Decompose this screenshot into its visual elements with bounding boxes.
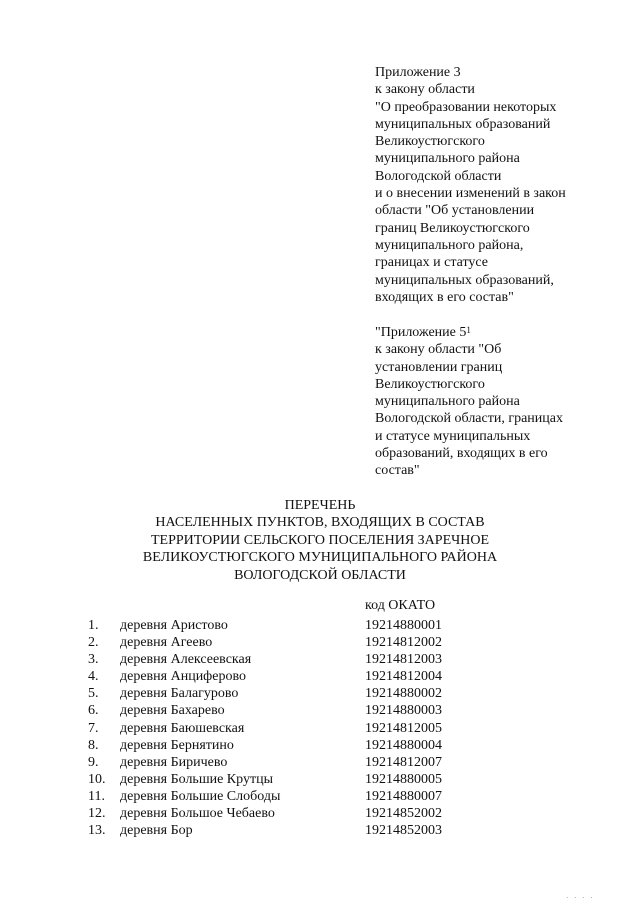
settlement-name: деревня Бернятино xyxy=(120,737,234,753)
appendix2-line: установлении границ xyxy=(375,359,503,375)
table-row xyxy=(88,788,485,805)
appendix2-prefix: "Приложение 5 xyxy=(375,325,467,340)
appendix2-line: Великоустюгского xyxy=(375,376,485,392)
row-number: 12. xyxy=(88,806,106,822)
settlement-name: деревня Балагурово xyxy=(120,686,239,702)
row-number: 1. xyxy=(88,618,99,633)
row-number: 13. xyxy=(88,823,106,839)
settlement-name: деревня Анциферово xyxy=(120,669,246,685)
settlements-table xyxy=(88,617,485,839)
row-number: 2. xyxy=(88,635,99,651)
okato-code: 19214880001 xyxy=(365,618,442,633)
appendix2-superscript: 1 xyxy=(466,325,471,335)
appendix2-first-line xyxy=(375,324,625,341)
settlement-name: деревня Бор xyxy=(120,823,193,839)
okato-code: 19214812004 xyxy=(365,669,442,685)
appendix-line: муниципальных образований, xyxy=(375,272,554,288)
title-line: ПЕРЕЧЕНЬ xyxy=(284,498,356,513)
table-row xyxy=(88,737,485,754)
table-row xyxy=(88,651,485,668)
row-number: 5. xyxy=(88,686,99,702)
okato-code: 19214812003 xyxy=(365,652,442,668)
appendix2-line: к закону области "Об xyxy=(375,342,502,358)
row-number: 6. xyxy=(88,703,99,719)
row-number: 3. xyxy=(88,652,99,668)
appendix2-line: и статусе муниципальных xyxy=(375,428,531,444)
appendix-line: границ Великоустюгского xyxy=(375,220,530,236)
appendix-line: входящих в его состав" xyxy=(375,289,514,305)
row-number: 8. xyxy=(88,737,99,753)
table-row xyxy=(88,720,485,737)
settlement-name: деревня Баюшевская xyxy=(120,720,245,736)
table-row xyxy=(88,822,485,839)
appendix-line: области "Об установлении xyxy=(375,203,535,219)
settlement-name: деревня Большие Крутцы xyxy=(120,771,273,787)
table-row xyxy=(88,702,485,719)
appendix2-line: состав" xyxy=(375,463,420,479)
row-number: 4. xyxy=(88,669,99,685)
appendix-line: границах и статусе xyxy=(375,255,489,271)
settlement-name: деревня Большое Чебаево xyxy=(120,806,275,822)
okato-code: 19214812002 xyxy=(365,635,442,651)
appendix-line: муниципальных образований xyxy=(375,116,551,132)
table-row xyxy=(88,685,485,702)
table-row xyxy=(88,668,485,685)
row-number: 7. xyxy=(88,720,99,736)
appendix-line: и о внесении изменений в закон xyxy=(375,186,566,202)
row-number: 11. xyxy=(88,788,105,804)
okato-code: 19214880003 xyxy=(365,703,442,719)
okato-code: 19214880004 xyxy=(365,737,442,753)
row-number: 10. xyxy=(88,771,106,787)
okato-column-header: код ОКАТО xyxy=(365,598,436,613)
table-row xyxy=(88,754,485,771)
title-line: ВОЛОГОДСКОЙ ОБЛАСТИ xyxy=(234,567,406,583)
appendix2-line: образований, входящих в его xyxy=(375,446,548,462)
appendix-line: к закону области xyxy=(375,82,475,98)
settlement-name: деревня Агеево xyxy=(120,635,213,651)
appendix-5-1-header xyxy=(375,324,625,480)
table-row xyxy=(88,634,485,651)
appendix-line: муниципального района xyxy=(375,151,520,167)
settlement-name: деревня Алексеевская xyxy=(120,652,252,668)
settlement-name: деревня Бахарево xyxy=(120,703,225,719)
row-number: 9. xyxy=(88,754,99,770)
okato-code: 19214880007 xyxy=(365,788,442,804)
okato-code: 19214880005 xyxy=(365,771,442,787)
appendix-line: Приложение 3 xyxy=(375,65,461,80)
table-row xyxy=(88,805,485,822)
okato-code: 19214852002 xyxy=(365,806,442,822)
table-row xyxy=(88,617,485,634)
okato-code: 19214880002 xyxy=(365,686,442,702)
appendix-3-header xyxy=(375,64,625,306)
settlement-name: деревня Большие Слободы xyxy=(120,788,281,804)
okato-code: 19214852003 xyxy=(365,823,442,839)
okato-code: 19214812005 xyxy=(365,720,442,736)
appendix-line: Великоустюгского xyxy=(375,134,485,150)
table-row xyxy=(88,771,485,788)
appendix-line: муниципального района, xyxy=(375,237,524,253)
settlement-name: деревня Биричево xyxy=(120,754,228,770)
scan-artifact: · · · · xyxy=(566,894,595,902)
appendix2-line: муниципального района xyxy=(375,394,520,410)
title-line: ТЕРРИТОРИИ СЕЛЬСКОГО ПОСЕЛЕНИЯ ЗАРЕЧНОЕ xyxy=(151,532,489,548)
okato-code: 19214812007 xyxy=(365,754,442,770)
appendix2-line: Вологодской области, границах xyxy=(375,411,563,427)
document-title xyxy=(100,497,540,584)
settlement-name: деревня Аристово xyxy=(120,618,228,633)
title-line: ВЕЛИКОУСТЮГСКОГО МУНИЦИПАЛЬНОГО РАЙОНА xyxy=(142,550,498,566)
title-line: НАСЕЛЕННЫХ ПУНКТОВ, ВХОДЯЩИХ В СОСТАВ xyxy=(155,515,485,531)
appendix-line: Вологодской области xyxy=(375,168,502,184)
appendix-line: "О преобразовании некоторых xyxy=(375,99,557,115)
